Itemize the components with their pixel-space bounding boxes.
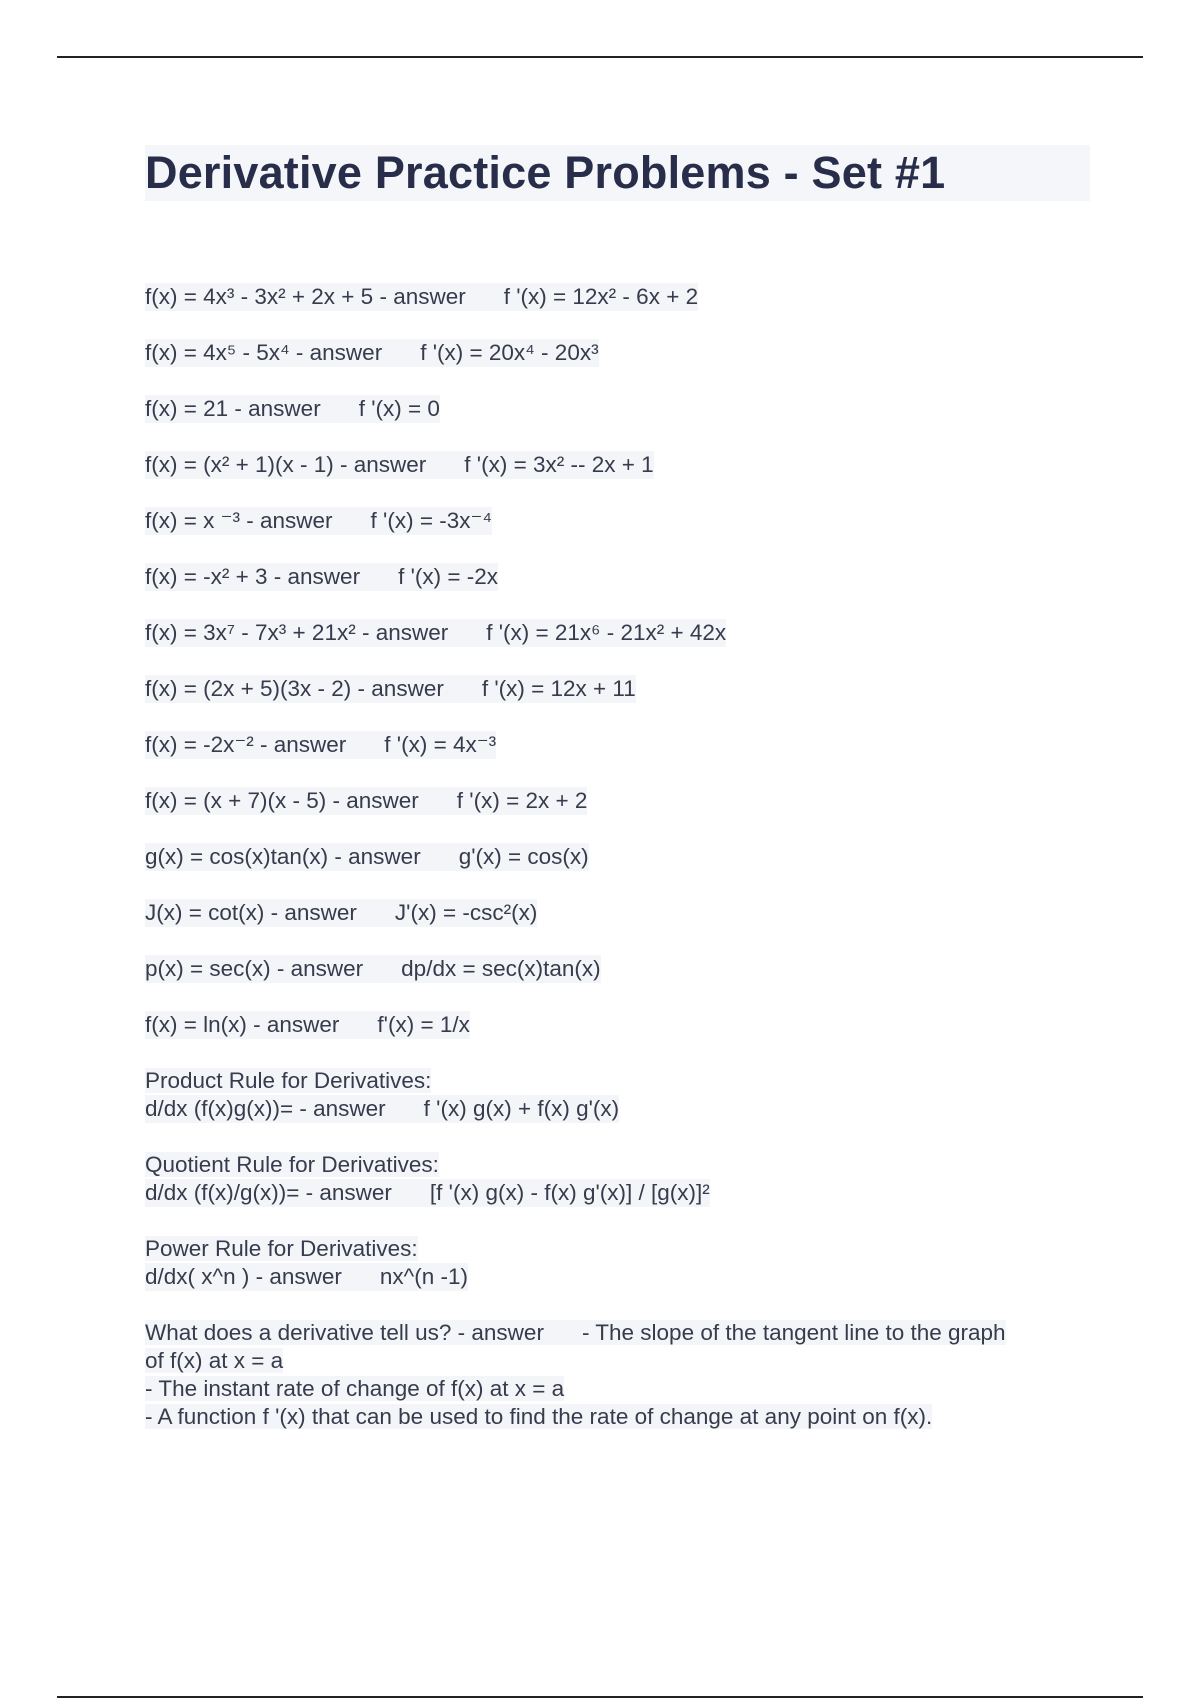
flashcard-line bbox=[145, 1095, 619, 1123]
flashcard-answer: f '(x) = 20x⁴ - 20x³ bbox=[420, 340, 599, 365]
flashcard-list bbox=[145, 283, 1090, 1431]
flashcard-answer: f '(x) = 2x + 2 bbox=[456, 788, 588, 813]
flashcard-answer: f '(x) = 21x⁶ - 21x² + 42x bbox=[486, 620, 727, 645]
flashcard-answer: nx^(n -1) bbox=[379, 1264, 468, 1289]
flashcard-line bbox=[145, 395, 440, 423]
flashcard-question: What does a derivative tell us? - answer bbox=[145, 1320, 544, 1345]
answer-separator: - answer bbox=[228, 396, 321, 421]
answer-separator: - answer bbox=[333, 452, 427, 477]
top-divider bbox=[57, 56, 1143, 58]
flashcard-line bbox=[145, 1263, 468, 1291]
flashcard-rule bbox=[145, 1151, 1090, 1235]
flashcard-line bbox=[145, 675, 636, 703]
flashcard-question: f(x) = 4x⁵ - 5x⁴ bbox=[145, 340, 290, 365]
flashcard-line bbox=[145, 339, 599, 367]
flashcard bbox=[145, 507, 1090, 563]
flashcard-question: f(x) = x ⁻³ bbox=[145, 508, 240, 533]
flashcard-answer: J'(x) = -csc²(x) bbox=[394, 900, 538, 925]
flashcard-line bbox=[145, 1011, 470, 1039]
flashcard-line bbox=[145, 1179, 710, 1207]
document-body bbox=[145, 145, 1090, 1431]
answer-separator: - answer bbox=[246, 1012, 340, 1037]
flashcard-answer-line-2: of f(x) at x = a bbox=[145, 1348, 284, 1373]
answer-separator: - answer bbox=[270, 956, 364, 981]
flashcard-question: g(x) = cos(x)tan(x) bbox=[145, 844, 329, 869]
answer-separator: - answer bbox=[351, 676, 444, 701]
flashcard-answer: dp/dx = sec(x)tan(x) bbox=[401, 956, 601, 981]
flashcard-answer: f '(x) = -2x bbox=[398, 564, 498, 589]
flashcard-question: d/dx (f(x)/g(x))= - answer bbox=[145, 1180, 392, 1205]
answer-separator: - answer bbox=[328, 844, 421, 869]
flashcard bbox=[145, 731, 1090, 787]
flashcard-question: f(x) = (x + 7)(x - 5) bbox=[145, 788, 327, 813]
flashcard-answer: f '(x) = -3x⁻⁴ bbox=[370, 508, 493, 533]
flashcard bbox=[145, 843, 1090, 899]
flashcard-rule bbox=[145, 1067, 1090, 1151]
answer-separator: - answer bbox=[355, 620, 449, 645]
flashcard-question: d/dx( x^n ) - answer bbox=[145, 1264, 342, 1289]
flashcard-line bbox=[145, 731, 496, 759]
flashcard-answer: f '(x) g(x) + f(x) g'(x) bbox=[423, 1096, 620, 1121]
answer-separator: - answer bbox=[326, 788, 419, 813]
answer-separator: - answer bbox=[373, 284, 466, 309]
title-bar bbox=[145, 145, 1090, 201]
flashcard-answer: f '(x) = 12x + 11 bbox=[481, 676, 636, 701]
answer-separator: - answer bbox=[289, 340, 383, 365]
flashcard-line bbox=[145, 563, 498, 591]
flashcard-answer: f '(x) = 3x² -- 2x + 1 bbox=[464, 452, 654, 477]
page-title: Derivative Practice Problems - Set #1 bbox=[145, 147, 946, 198]
flashcard-text bbox=[145, 1319, 1090, 1431]
rule-heading: Quotient Rule for Derivatives: bbox=[145, 1152, 439, 1177]
flashcard bbox=[145, 339, 1090, 395]
flashcard-question: f(x) = 21 bbox=[145, 396, 229, 421]
flashcard-question: f(x) = 3x⁷ - 7x³ + 21x² bbox=[145, 620, 356, 645]
flashcard-question: J(x) = cot(x) bbox=[145, 900, 265, 925]
flashcard-question: f(x) = -2x⁻² bbox=[145, 732, 254, 757]
flashcard-answer: f '(x) = 12x² - 6x + 2 bbox=[503, 284, 699, 309]
flashcard bbox=[145, 1011, 1090, 1067]
flashcard bbox=[145, 675, 1090, 731]
flashcard-answer: g'(x) = cos(x) bbox=[458, 844, 589, 869]
answer-separator: - answer bbox=[253, 732, 347, 757]
bottom-divider bbox=[57, 1696, 1143, 1698]
flashcard-answer: [f '(x) g(x) - f(x) g'(x)] / [g(x)]² bbox=[429, 1180, 710, 1205]
flashcard bbox=[145, 619, 1090, 675]
flashcard-line bbox=[145, 619, 726, 647]
flashcard-line bbox=[145, 899, 537, 927]
answer-separator: - answer bbox=[240, 508, 333, 533]
flashcard-line bbox=[145, 451, 654, 479]
flashcard-answer: f'(x) = 1/x bbox=[377, 1012, 470, 1037]
flashcard-answer-line-3: - The instant rate of change of f(x) at x = a bbox=[145, 1376, 565, 1401]
flashcard-question: f(x) = -x² + 3 bbox=[145, 564, 268, 589]
flashcard-question: f(x) = 4x³ - 3x² + 2x + 5 bbox=[145, 284, 374, 309]
answer-separator: - answer bbox=[267, 564, 361, 589]
flashcard-answer-line-4: - A function f '(x) that can be used to find the rate of change at any point on f(x). bbox=[145, 1404, 933, 1429]
flashcard bbox=[145, 899, 1090, 955]
flashcard-question: d/dx (f(x)g(x))= - answer bbox=[145, 1096, 386, 1121]
rule-heading: Product Rule for Derivatives: bbox=[145, 1068, 432, 1093]
flashcard-answer-line-1: - The slope of the tangent line to the graph bbox=[581, 1320, 1006, 1345]
answer-separator: - answer bbox=[264, 900, 357, 925]
flashcard-derivative-meaning bbox=[145, 1319, 1090, 1431]
flashcard-rule bbox=[145, 1235, 1090, 1319]
flashcard bbox=[145, 787, 1090, 843]
flashcard-question: f(x) = (2x + 5)(3x - 2) bbox=[145, 676, 352, 701]
flashcard-line bbox=[145, 843, 589, 871]
flashcard bbox=[145, 283, 1090, 339]
flashcard bbox=[145, 451, 1090, 507]
flashcard-line bbox=[145, 787, 587, 815]
flashcard bbox=[145, 395, 1090, 451]
flashcard-line bbox=[145, 283, 698, 311]
rule-heading: Power Rule for Derivatives: bbox=[145, 1236, 418, 1261]
flashcard bbox=[145, 563, 1090, 619]
flashcard-question: p(x) = sec(x) bbox=[145, 956, 271, 981]
flashcard-answer: f '(x) = 0 bbox=[358, 396, 440, 421]
flashcard-line bbox=[145, 955, 601, 983]
flashcard-question: f(x) = (x² + 1)(x - 1) bbox=[145, 452, 334, 477]
flashcard bbox=[145, 955, 1090, 1011]
flashcard-line bbox=[145, 507, 492, 535]
flashcard-answer: f '(x) = 4x⁻³ bbox=[384, 732, 497, 757]
flashcard-question: f(x) = ln(x) bbox=[145, 1012, 247, 1037]
